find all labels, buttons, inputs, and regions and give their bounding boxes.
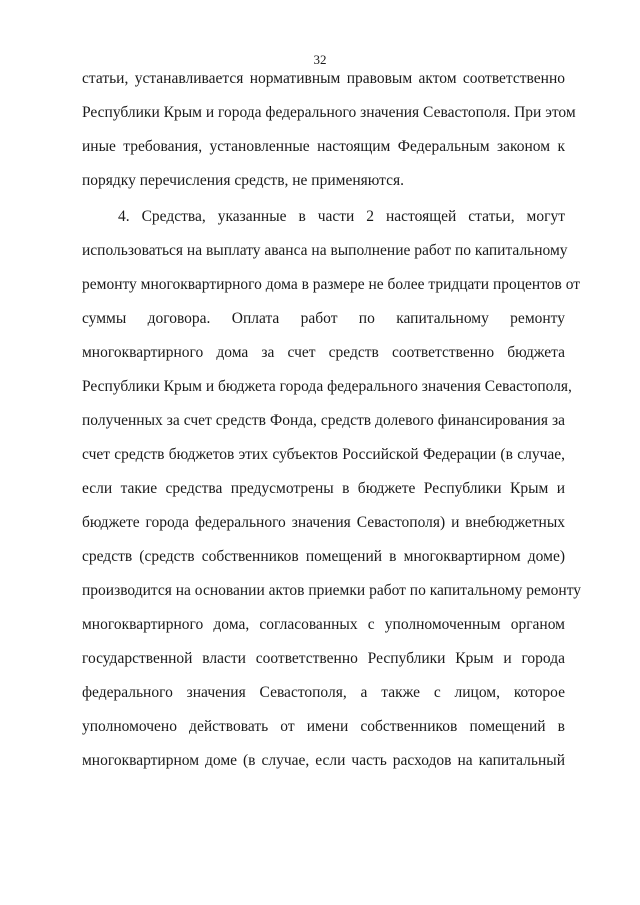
paragraph-continuation	[82, 62, 576, 198]
text-line: государственной власти соответственно Республики Крым и города	[82, 650, 565, 667]
text-line: уполномочено действовать от имени собственников помещений в	[82, 718, 565, 735]
paragraph-4	[82, 200, 582, 778]
text-line: средств (средств собственников помещений в многоквартирном доме)	[82, 548, 565, 565]
text-line: иные требования, установленные настоящим Федеральным законом к	[82, 138, 565, 155]
text-line: полученных за счет средств Фонда, средств долевого финансирования за	[82, 412, 565, 429]
text-line: счет средств бюджетов этих субъектов Российской Федерации (в случае,	[82, 446, 565, 463]
text-line: порядку перечисления средств, не применяются.	[82, 172, 404, 189]
text-line: если такие средства предусмотрены в бюджете Республики Крым и	[82, 480, 565, 497]
text-line: использоваться на выплату аванса на выполнение работ по капитальному	[82, 242, 568, 259]
page-number: 32	[313, 52, 327, 67]
text-line: бюджете города федерального значения Севастополя) и внебюджетных	[82, 514, 565, 531]
text-line: Республики Крым и города федерального значения Севастополя. При этом	[82, 104, 576, 121]
text-line: суммы договора. Оплата работ по капитальному ремонту	[82, 310, 565, 327]
text-line: статьи, устанавливается нормативным правовым актом соответственно	[82, 70, 565, 87]
text-line: 4. Средства, указанные в части 2 настоящей статьи, могут	[118, 208, 565, 225]
text-line: производится на основании актов приемки работ по капитальному ремонту	[82, 582, 582, 599]
text-line: федерального значения Севастополя, а также с лицом, которое	[82, 684, 565, 701]
text-line: Республики Крым и бюджета города федерального значения Севастополя,	[82, 378, 572, 395]
text-line: многоквартирном доме (в случае, если часть расходов на капитальный	[82, 752, 565, 769]
text-line: многоквартирного дома за счет средств соответственно бюджета	[82, 344, 565, 361]
text-line: ремонту многоквартирного дома в размере не более тридцати процентов от	[82, 276, 581, 293]
text-line: многоквартирного дома, согласованных с уполномоченным органом	[82, 616, 565, 633]
